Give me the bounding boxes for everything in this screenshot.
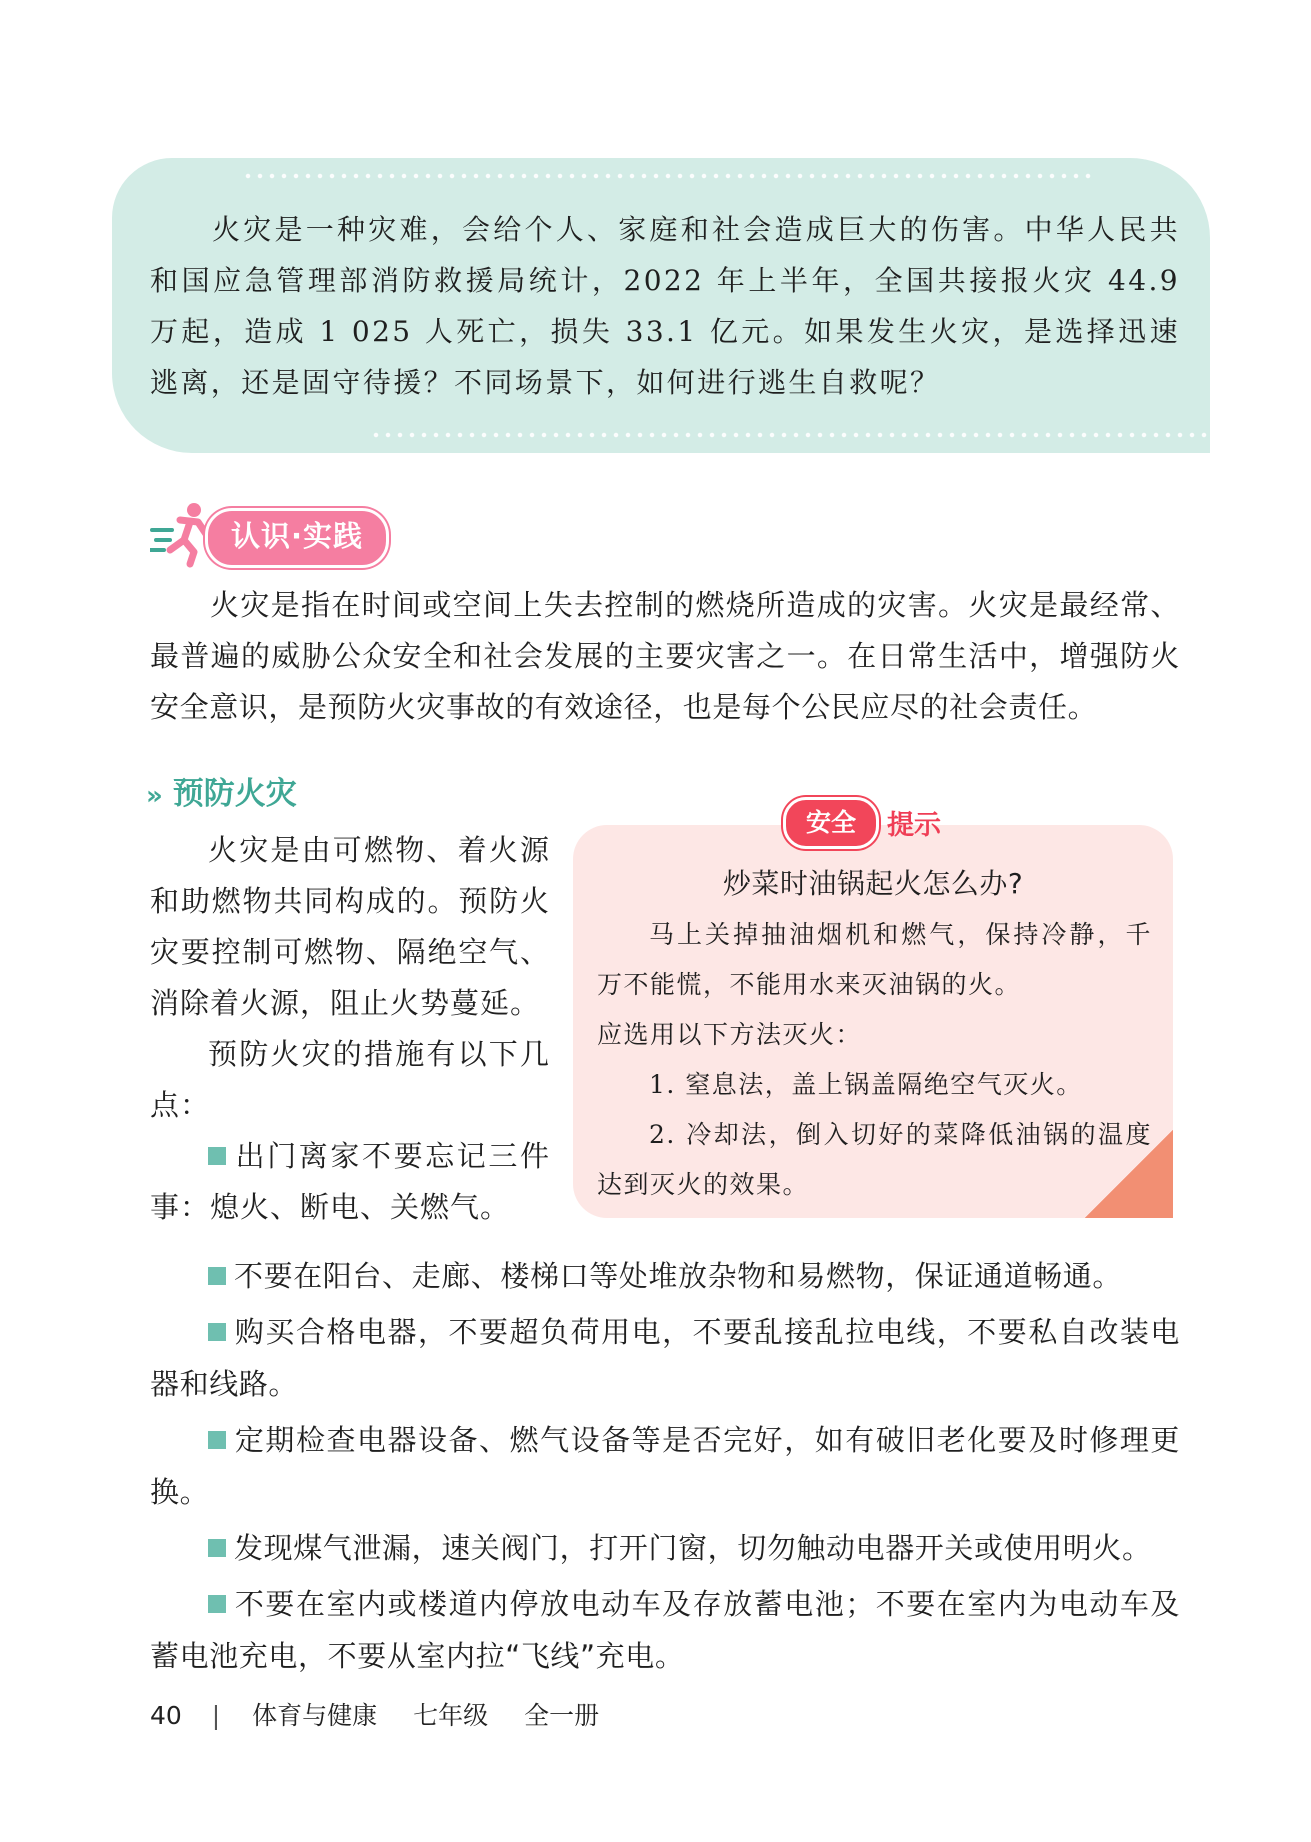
banner-label: 认识·实践 — [230, 519, 364, 553]
tip-title: 炒菜时油锅起火怎么办? — [722, 867, 1024, 900]
list-item: 出门离家不要忘记三件事：熄火、断电、关燃气。 — [150, 1139, 550, 1224]
chevron-marker-icon: » — [146, 781, 163, 811]
tip-paragraph: 应选用以下方法灭火： — [597, 1020, 863, 1049]
prevention-list — [150, 1250, 1180, 1686]
left-column — [150, 825, 550, 1233]
decorative-dots-top — [242, 170, 1092, 184]
tip-method: 2. 冷却法，倒入切好的菜降低油锅的温度达到灭火的效果。 — [597, 1120, 1152, 1199]
book-title: 体育与健康 — [252, 1701, 378, 1730]
page-number: 40 — [150, 1701, 182, 1730]
tip-text — [597, 910, 1152, 1210]
footer-separator: | — [211, 1701, 221, 1730]
tip-paragraph: 马上关掉抽油烟机和燃气，保持冷静，千万不能慌，不能用水来灭油锅的火。 — [597, 920, 1152, 999]
bullet-square-icon — [208, 1323, 226, 1341]
section-banner — [150, 500, 410, 570]
tip-method: 1. 窒息法，盖上锅盖隔绝空气灭火。 — [649, 1070, 1083, 1099]
page-footer — [150, 1696, 627, 1732]
bullet-square-icon — [208, 1539, 226, 1557]
list-item: 定期检查电器设备、燃气设备等是否完好，如有破旧老化要及时修理更换。 — [150, 1423, 1180, 1509]
list-item: 购买合格电器，不要超负荷用电，不要乱接乱拉电线，不要私自改装电器和线路。 — [150, 1315, 1180, 1401]
subsection-heading — [146, 768, 297, 813]
bullet-square-icon — [208, 1147, 226, 1165]
bullet-square-icon — [208, 1431, 226, 1449]
list-item: 不要在室内或楼道内停放电动车及存放蓄电池；不要在室内为电动车及蓄电池充电，不要从室内拉“飞线”充电。 — [150, 1587, 1180, 1673]
bullet-square-icon — [208, 1267, 226, 1285]
decorative-dots-bottom — [370, 429, 1210, 443]
fire-causes-paragraph: 火灾是由可燃物、着火源和助燃物共同构成的。预防火灾要控制可燃物、隔绝空气、消除着火源，阻止火势蔓延。 — [150, 833, 550, 1020]
list-item: 不要在阳台、走廊、楼梯口等处堆放杂物和易燃物，保证通道畅通。 — [150, 1250, 1180, 1302]
volume-label: 全一册 — [524, 1701, 600, 1730]
definition-paragraph: 火灾是指在时间或空间上失去控制的燃烧所造成的灾害。火灾是最经常、最普遍的威胁公众安全和社会发展的主要灾害之一。在日常生活中，增强防火安全意识，是预防火灾事故的有效途径，也是每个公民应尽的社会责任。 — [150, 588, 1180, 724]
grade-label: 七年级 — [413, 1701, 489, 1730]
intro-text: 火灾是一种灾难，会给个人、家庭和社会造成巨大的伤害。中华人民共和国应急管理部消防救援局统计，2022 年上半年，全国共接报火灾 44.9 万起，造成 1 025 人死亡，损失 33.1 亿元。如果发生火灾，是选择迅速逃离，还是固守待援？不同场景下，如何进行逃生自救呢？ — [150, 213, 1180, 399]
bullet-square-icon — [208, 1595, 226, 1613]
tip-header — [783, 797, 983, 847]
tip-label: 提示 — [887, 810, 941, 841]
list-item: 发现煤气泄漏，速关阀门，打开门窗，切勿触动电器开关或使用明火。 — [150, 1522, 1180, 1574]
intro-box — [112, 158, 1210, 453]
subsection-title: 预防火灾 — [172, 776, 297, 812]
measures-intro: 预防火灾的措施有以下几点： — [150, 1037, 550, 1122]
tip-badge: 安全 — [783, 797, 879, 849]
